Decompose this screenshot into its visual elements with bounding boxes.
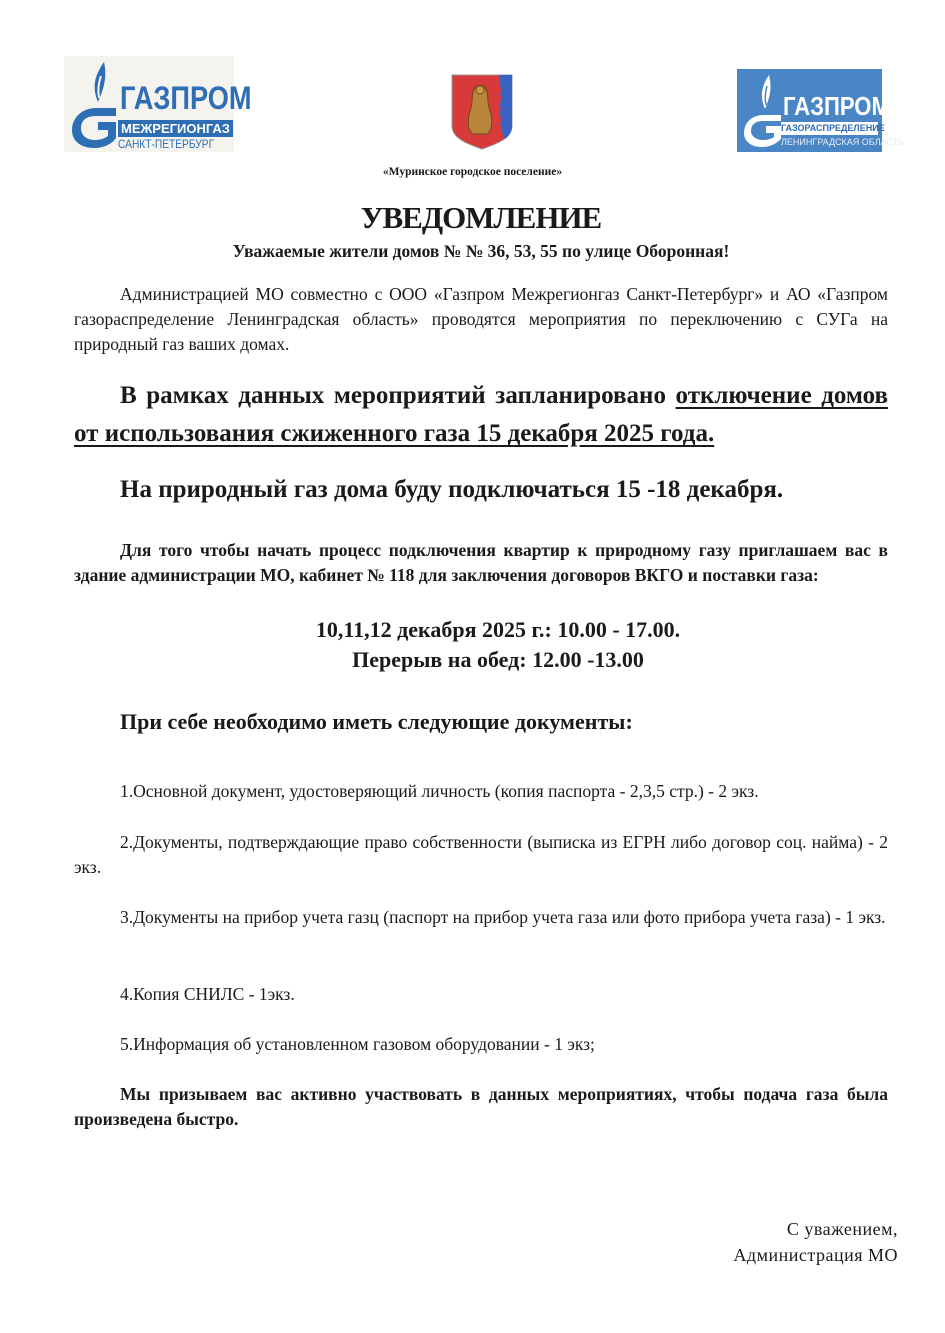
document-item: 5.Информация об установленном газовом оборудовании - 1 экз; bbox=[120, 1034, 595, 1054]
document-item: 1.Основной документ, удостоверяющий личность (копия паспорта - 2,3,5 стр.) - 2 экз. bbox=[120, 781, 759, 801]
municipality-name: «Муринское городское поселение» bbox=[382, 166, 563, 178]
disconnect-prefix: В рамках данных мероприятий запланировано bbox=[120, 382, 676, 409]
document-item: 3.Документы на прибор учета газц (паспорт на прибор учета газа или фото прибора учета газа) - 1 экз. bbox=[120, 907, 886, 927]
document-item: 2.Документы, подтверждающие право собственности (выписка из ЕГРН либо договор соц. найма) - 2 экз. bbox=[74, 832, 888, 877]
logo-right-brand: ГАЗПРОМ bbox=[783, 91, 890, 121]
signature-administration: Администрация МО bbox=[733, 1245, 898, 1265]
gazprom-mezhregiongaz-logo bbox=[64, 56, 252, 152]
gazprom-gazoraspredelenie-logo bbox=[737, 69, 905, 152]
logo-right-division: ГАЗОРАСПРЕДЕЛЕНИЕ bbox=[781, 123, 885, 133]
schedule-lunch: Перерыв на обед: 12.00 -13.00 bbox=[352, 647, 644, 672]
schedule-hours: 10,11,12 декабря 2025 г.: 10.00 - 17.00. bbox=[315, 617, 681, 642]
logo-left-region: САНКТ-ПЕТЕРБУРГ bbox=[118, 137, 215, 151]
intro-paragraph: Администрацией МО совместно с ООО «Газпром Межрегионгаз Санкт-Петербург» и АО «Газпром газораспределение Ленинградская область» проводятся мероприятия по переключению с СУГа на природный газ ваших домах. bbox=[74, 284, 888, 354]
gazprom-flame-icon bbox=[741, 73, 785, 149]
closing-paragraph: Мы призываем вас активно участвовать в данных мероприятиях, чтобы подача газа была произведена быстро. bbox=[74, 1084, 888, 1129]
gazprom-flame-icon bbox=[68, 58, 124, 150]
connection-dates: На природный газ дома буду подключаться 15 -18 декабря. bbox=[120, 476, 784, 503]
invitation-paragraph: Для того чтобы начать процесс подключения квартир к природному газу приглашаем вас в здание администрации МО, кабинет № 118 для заключения договоров ВКГО и поставки газа: bbox=[74, 540, 888, 585]
disconnect-notice bbox=[74, 377, 888, 453]
logo-left-division: МЕЖРЕГИОНГАЗ bbox=[118, 120, 233, 137]
greeting: Уважаемые жители домов № № 36, 53, 55 по улице Оборонная! bbox=[232, 241, 730, 261]
document-item: 4.Копия СНИЛС - 1экз. bbox=[120, 984, 295, 1004]
signature-regards: С уважением, bbox=[786, 1219, 898, 1239]
logo-right-region: ЛЕНИНГРАДСКАЯ ОБЛАСТЬ bbox=[781, 137, 905, 147]
documents-heading: При себе необходимо иметь следующие документы: bbox=[120, 709, 633, 734]
murino-coat-of-arms bbox=[451, 74, 513, 150]
notice-title: УВЕДОМЛЕНИЕ bbox=[360, 200, 602, 235]
disconnect-date-underlined: отключение домов от использования сжиженного газа 15 декабря 2025 года. bbox=[74, 382, 888, 447]
logo-left-brand: ГАЗПРОМ bbox=[120, 80, 252, 116]
